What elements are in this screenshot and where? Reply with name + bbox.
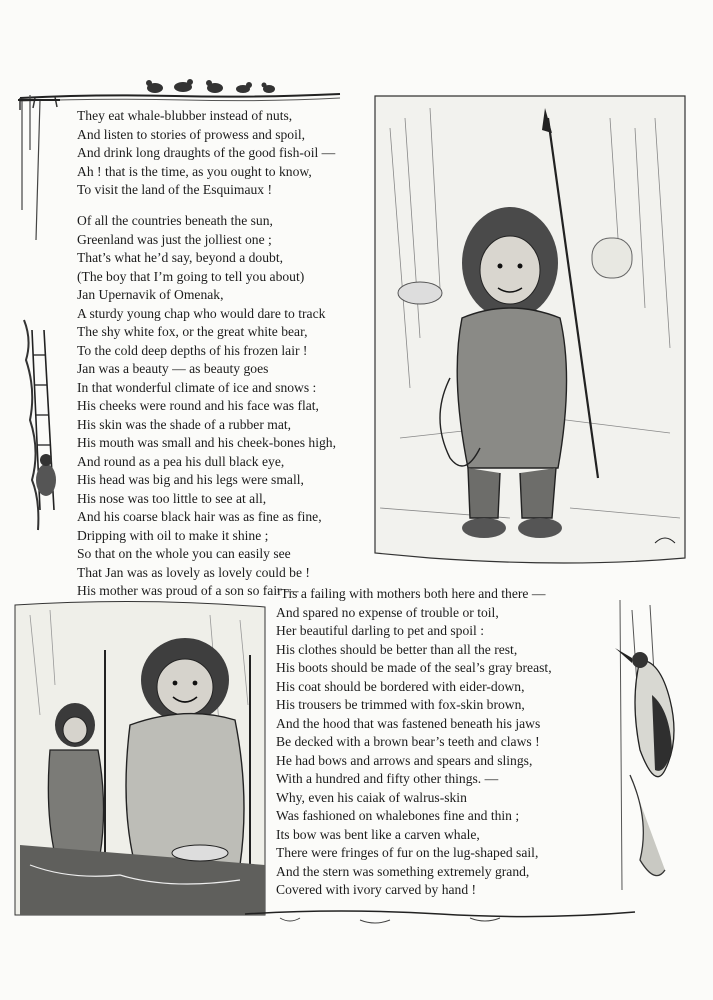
- poem-line: His cheeks were round and his face was flat,: [77, 398, 319, 413]
- poem-line: In that wonderful climate of ice and snows :: [77, 379, 317, 395]
- poem-line: Of all the countries beneath the sun,: [77, 213, 273, 228]
- poem-line: His mother was proud of a son so fair —: [77, 583, 299, 598]
- bird-on-ice-illustration: [610, 600, 700, 900]
- poem-line: His skin was the shade of a rubber mat,: [77, 416, 292, 432]
- poem-line: Jan Upernavik of Omenak,: [77, 287, 224, 302]
- poem-line: That Jan was as lovely as lovely could be !: [77, 564, 310, 580]
- poem-line: His nose was too little to see at all,: [77, 490, 267, 506]
- poem-line: His clothes should be better than all the rest,: [276, 641, 518, 657]
- poem-line: That’s what he’d say, beyond a doubt,: [77, 250, 283, 265]
- poem-line: With a hundred and fifty other things. —: [276, 771, 499, 786]
- poem-line: Jan was a beauty — as beauty goes: [77, 361, 269, 376]
- poem-line: And the stern was something extremely grand,: [276, 863, 530, 879]
- poem-line: Dripping with oil to make it shine ;: [77, 527, 269, 543]
- poem-line: Was fashioned on whalebones fine and thin ;: [276, 808, 520, 823]
- poem-line: His boots should be made of the seal’s gray breast,: [276, 660, 552, 675]
- poem-line: Covered with ivory carved by hand !: [276, 882, 477, 897]
- poem-line: Its bow was bent like a carven whale,: [276, 826, 480, 842]
- poem-stanza-1: [77, 107, 335, 200]
- poem-line: ’Tis a failing with mothers both here and there —: [276, 586, 546, 601]
- poem-line: To visit the land of the Esquimaux !: [77, 182, 272, 197]
- poem-stanza-3: [276, 585, 552, 900]
- poem-line: The shy white fox, or the great white bear,: [77, 324, 308, 339]
- poem-line: Ah ! that is the time, as you ought to know,: [77, 163, 312, 179]
- boy-with-spear-illustration: [370, 88, 690, 578]
- poem-line: (The boy that I’m going to tell you about): [77, 268, 305, 284]
- poem-line: His coat should be bordered with eider-down,: [276, 678, 525, 694]
- poem-line: Why, even his caiak of walrus-skin: [276, 789, 467, 805]
- poem-line: And round as a pea his dull black eye,: [77, 453, 285, 469]
- poem-line: A sturdy young chap who would dare to track: [77, 305, 326, 321]
- poem-line: There were fringes of fur on the lug-shaped sail,: [276, 845, 539, 860]
- poem-line: Her beautiful darling to pet and spoil :: [276, 623, 485, 638]
- poem-line: His trousers be trimmed with fox-skin brown,: [276, 697, 525, 712]
- poem-line: They eat whale-blubber instead of nuts,: [77, 108, 293, 123]
- poem-line: To the cold deep depths of his frozen lair !: [77, 342, 308, 358]
- poem-line: And the hood that was fastened beneath his jaws: [276, 715, 541, 731]
- poem-line: Greenland was just the jolliest one ;: [77, 231, 272, 247]
- poem-line: He had bows and arrows and spears and slings,: [276, 752, 533, 768]
- mother-and-child-illustration: [10, 595, 270, 925]
- poem-stanza-2: [77, 212, 336, 601]
- poem-line: And his coarse black hair was as fine as fine,: [77, 509, 322, 524]
- left-border-ladder-illustration: [10, 90, 65, 540]
- poem-line: And spared no expense of trouble or toil,: [276, 604, 499, 620]
- poem-line: So that on the whole you can easily see: [77, 546, 291, 561]
- poem-line: His mouth was small and his cheek-bones high,: [77, 435, 336, 450]
- poem-line: And drink long draughts of the good fish-oil —: [77, 145, 336, 160]
- poem-line: And listen to stories of prowess and spoil,: [77, 126, 306, 142]
- poem-line: Be decked with a brown bear’s teeth and claws !: [276, 734, 540, 749]
- poem-line: His head was big and his legs were small,: [77, 472, 304, 487]
- bottom-border-illustration: [240, 900, 640, 930]
